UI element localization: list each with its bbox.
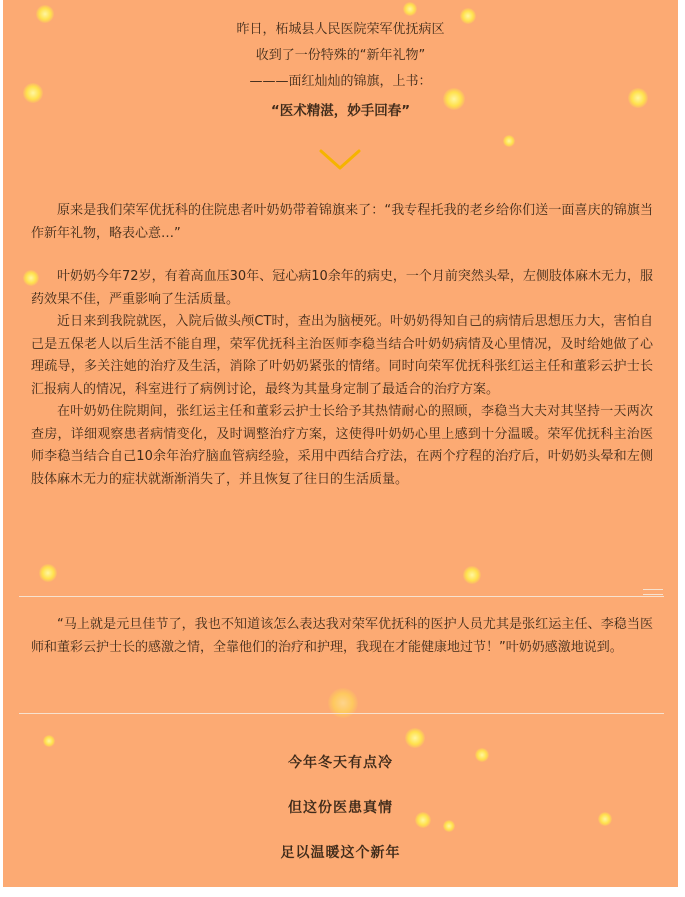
patient-quote bbox=[31, 614, 653, 659]
sparkle-dot bbox=[463, 566, 481, 584]
intro-line-1: 昨日，柘城县人民医院荣军优抚病区 bbox=[236, 22, 445, 37]
divider bbox=[19, 596, 664, 597]
intro-line-2: 收到了一份特殊的“新年礼物” bbox=[255, 48, 426, 63]
sparkle-dot bbox=[443, 820, 455, 832]
closing-line-3: 足以温暖这个新年 bbox=[280, 845, 401, 861]
sparkle-dot bbox=[43, 735, 55, 747]
closing-line-2: 但这份医患真情 bbox=[288, 800, 393, 816]
divider bbox=[19, 713, 664, 714]
story-text: 原来是我们荣军优抚科的住院患者叶奶奶带着锦旗来了：“我专程托我的老乡给你们送一面喜庆的锦旗当作新年礼物，略表心意…” bbox=[31, 203, 653, 241]
banner-slogan: “医术精湛，妙手回春” bbox=[270, 103, 411, 119]
quote-text: “马上就是元旦佳节了，我也不知道该怎么表达我对荣军优抚科的医护人员尤其是张红运主任、李稳当医师和董彩云护士长的感激之情，全靠他们的治疗和护理，我现在才能健康地过节！”叶奶奶感激地说到。 bbox=[31, 617, 653, 655]
story-paragraph-group bbox=[31, 266, 653, 491]
sparkle-dot bbox=[503, 135, 515, 147]
article-panel bbox=[3, 0, 678, 887]
intro-line-3: ———面红灿灿的锦旗，上书： bbox=[249, 74, 432, 89]
closing-line-1: 今年冬天有点冷 bbox=[288, 755, 393, 771]
story-text: 在叶奶奶住院期间，张红运主任和董彩云护士长给予其热情耐心的照顾，李稳当大夫对其坚持一天两次查房，详细观察患者病情变化，及时调整治疗方案，这使得叶奶奶心里上感到十分温暖。荣军优抚科主治医师李稳当结合自己10余年治疗脑血管病经验，采用中西结合疗法，在两个疗程的治疗后，叶奶奶头晕和左侧肢体麻木无力的症状就渐渐消失了，并且恢复了往日的生活质量。 bbox=[31, 404, 653, 487]
sparkle-dot bbox=[39, 564, 57, 582]
story-paragraph-1 bbox=[31, 200, 653, 245]
sparkle-dot bbox=[405, 728, 425, 748]
story-text: 叶奶奶今年72岁，有着高血压30年、冠心病10余年的病史，一个月前突然头晕，左侧肢体麻木无力，服药效果不佳，严重影响了生活质量。 bbox=[31, 269, 653, 307]
sparkle-dot bbox=[403, 2, 417, 16]
divider-ornament bbox=[643, 589, 663, 595]
chevron-down-icon bbox=[318, 148, 362, 172]
story-text: 近日来到我院就医，入院后做头颅CT时，查出为脑梗死。叶奶奶得知自己的病情后思想压力大，害怕自己是五保老人以后生活不能自理，荣军优抚科主治医师李稳当结合叶奶奶病情及心里情况，及时给她做了心理疏导，多关注她的治疗及生活，消除了叶奶奶紧张的情绪。同时向荣军优抚科张红运主任和董彩云护士长汇报病人的情况，科室进行了病例讨论，最终为其量身定制了最适合的治疗方案。 bbox=[31, 314, 653, 397]
